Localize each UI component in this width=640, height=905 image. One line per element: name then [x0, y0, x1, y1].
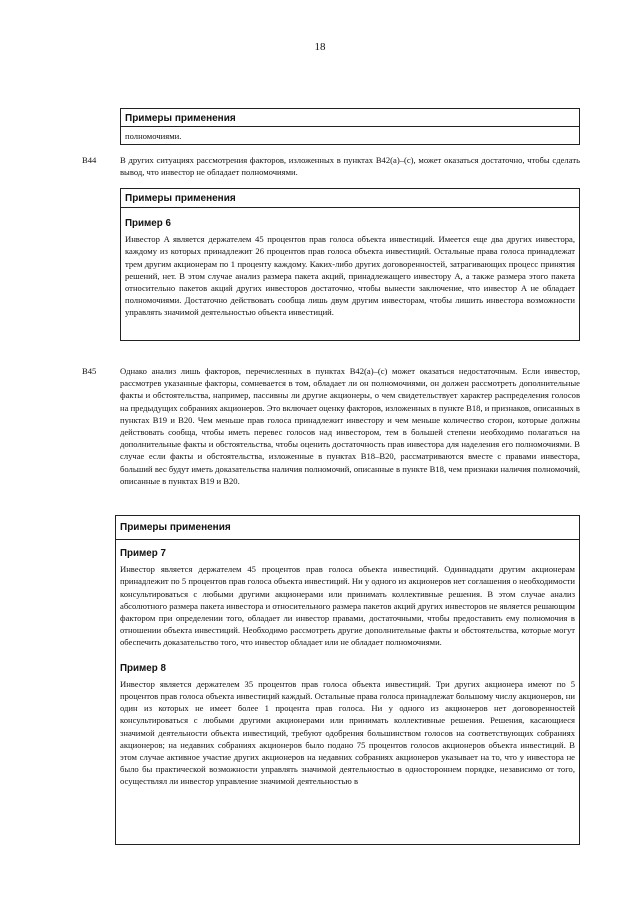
- box-body: [116, 540, 579, 792]
- example-text: Инвестор является держателем 45 процентов прав голоса объекта инвестиций. Одиннадцати другим акционерам принадлежит по 5 процентов прав голоса объекта инвестиций. Ни у одного из акционеров нет соглашения о необходимости консультироваться с любыми другими акционерами или принимать коллективные решения. В этом случае анализ абсолютного размера пакета инвестора и относительного размера пакетов акций других инвесторов не является решающим фактором при определении того, обладает ли инвестор правами, достаточными, чтобы предоставить ему полномочия в отношении объекта инвестиций. Необходимо рассмотреть другие дополнительные факты и обстоятельства, которые могут обеспечить доказательство того, что инвестор обладает или не обладает полномочиями.: [120, 564, 575, 648]
- box-header: Примеры применения: [121, 189, 579, 208]
- example-title: Пример 6: [125, 218, 171, 229]
- box-header: Примеры применения: [121, 109, 579, 127]
- application-examples-box-1: [120, 108, 580, 130]
- example-text: Инвестор A является держателем 45 процентов прав голоса объекта инвестиций. Имеется еще два других инвестора, каждому из которых принадлежит 26 процентов прав голоса объекта инвестиций. Остальные права голоса принадлежат трем другим акционерам по 1 проценту каждому. Каких-либо других договоренностей, затрагивающих процесс принятия решений, нет. В этом случае анализ размера пакета акций, принадлежащего инвестору A, а также размера этого пакета относительно пакетов акций других инвесторов достаточно, чтобы вынести заключение, что инвестор A не обладает полномочиями. Достаточно действовать сообща лишь двум другим инвесторам, чтобы лишить инвестора возможности управлять значимой деятельностью объекта инвестиций.: [125, 234, 575, 318]
- box-header: Примеры применения: [116, 516, 579, 540]
- paragraph-number: B45: [82, 366, 97, 376]
- box-body-text: полномочиями.: [125, 131, 182, 141]
- paragraph-b45: [82, 365, 580, 505]
- application-examples-box-1-body: [120, 129, 580, 145]
- paragraph-text: В других ситуациях рассмотрения факторов, изложенных в пунктах B42(a)–(c), может оказаться достаточно, чтобы сделать вывод, что инвестор не обладает полномочиями.: [120, 155, 580, 178]
- example-text: Инвестор является держателем 35 процентов прав голоса объекта инвестиций. Три других акционера имеют по 5 процентов прав голоса объекта инвестиций каждый. Остальные права голоса принадлежат большому числу акционеров, ни один из которых не имеет более 1 процента прав голоса. Ни у одного из акционеров нет договоренностей консультироваться с любыми другими акционерами или принимать коллективные решения. Решения, касающиеся значимой деятельности объекта инвестиций, требуют одобрения большинством голосов на соответствующих собраниях акционеров; на недавних собраниях акционеров было подано 75 процентов голосов акционеров объекта инвестиций. В этом случае активное участие других акционеров на недавних собраниях акционеров указывает на то, что у инвестора не было бы практической возможности управлять значимой деятельностью в одностороннем порядке, независимо от того, осуществлял ли инвестор управление значимой деятельностью в: [120, 678, 575, 787]
- page-number: 18: [314, 41, 326, 53]
- paragraph-text: Однако анализ лишь факторов, перечисленных в пунктах B42(a)–(c) может оказаться недостаточным. Если инвестор, рассмотрев указанные факторы, сомневается в том, обладает ли он полномочиями, он должен рассмотреть дополнительные факты и обстоятельства, например, пассивны ли другие акционеры, о чем свидетельствует характер распределения голосов на предыдущих собраниях акционеров. Это включает оценку факторов, изложенных в пункте B18, и признаков, описанных в пунктах B19 и B20. Чем меньше прав голоса принадлежит инвестору и чем меньше количество сторон, которые должны действовать сообща, чтобы иметь перевес голосов над инвестором, тем в большей степени необходимо полагаться на дополнительные факты и обстоятельства, чтобы оценить достаточность прав инвестора для наделения его полномочиями. В случае если факты и обстоятельства, изложенные в пунктах B18–B20, рассматриваются вместе с правами инвестора, больший вес будут иметь доказательства наличия полномочий, описанные в пункте B18, чем признаки наличия полномочий, описанные в пунктах B19 и B20.: [120, 366, 580, 486]
- example-title: Пример 7: [120, 548, 166, 559]
- example-title: Пример 8: [120, 662, 166, 674]
- application-examples-box-2: [120, 188, 580, 341]
- application-examples-box-3: [115, 515, 580, 845]
- paragraph-b44: [82, 154, 580, 180]
- box-body: [121, 208, 579, 323]
- paragraph-number: B44: [82, 155, 97, 165]
